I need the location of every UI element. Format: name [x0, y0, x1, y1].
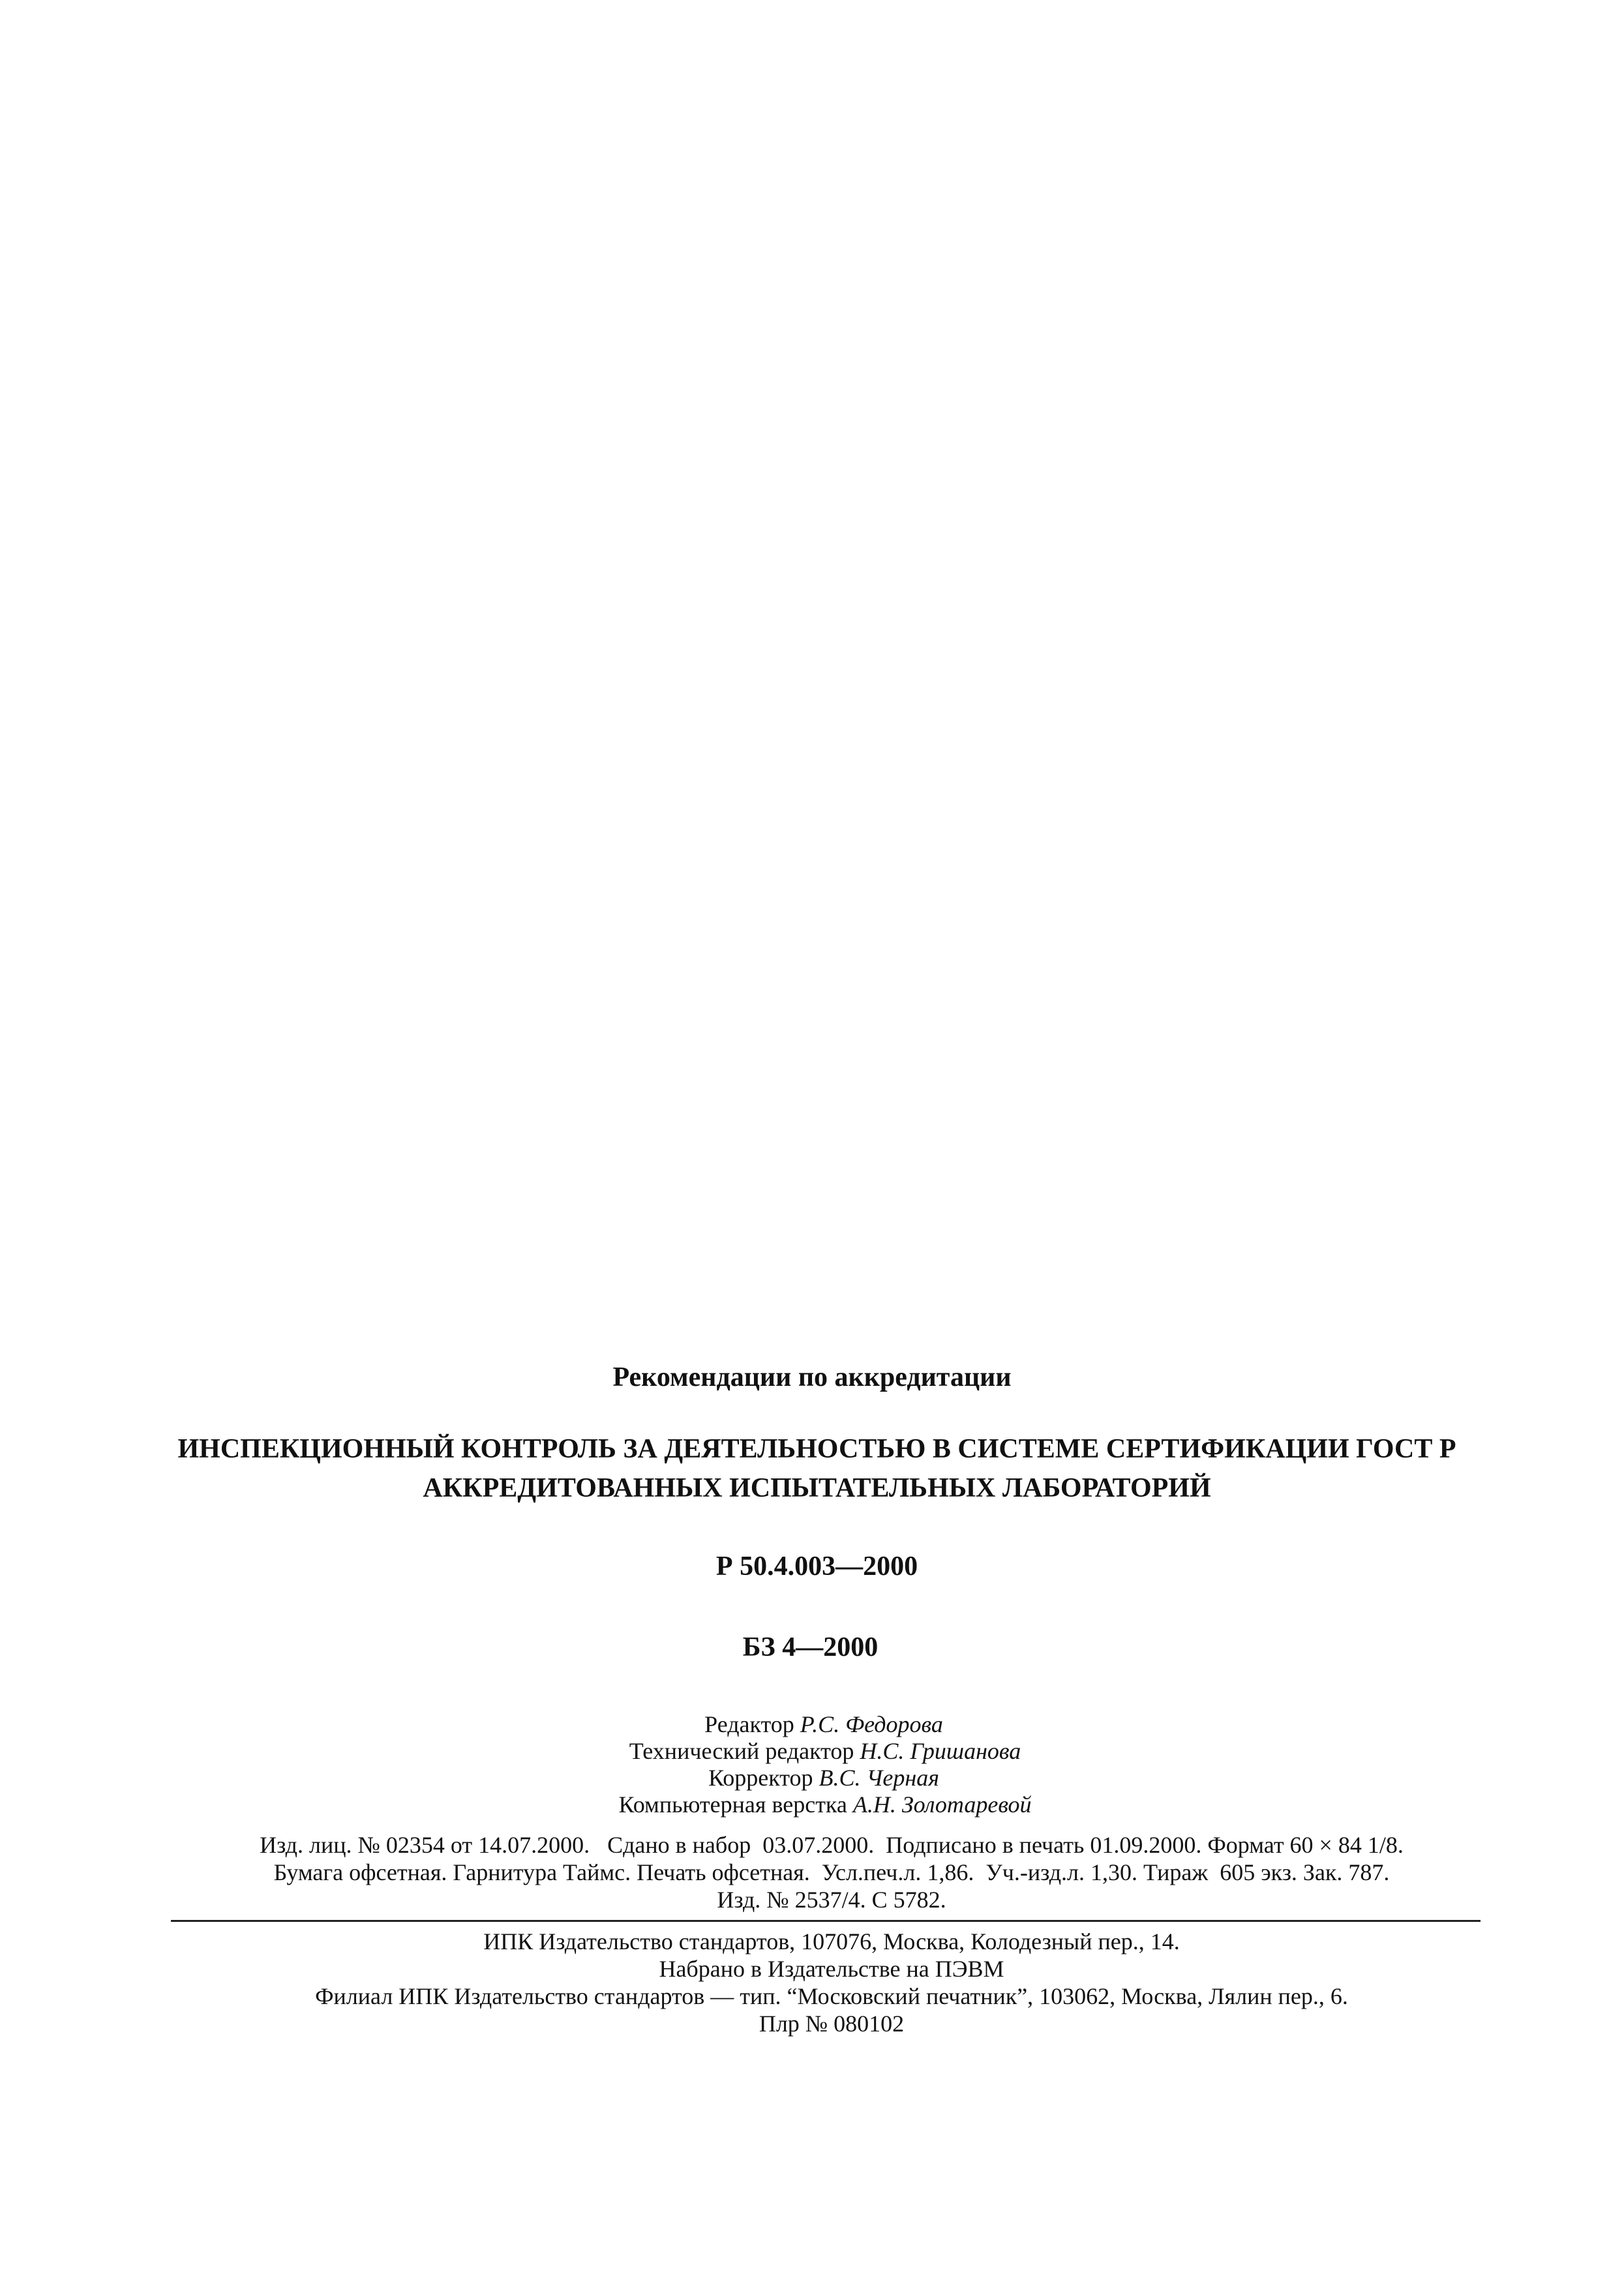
document-title — [130, 1430, 1503, 1508]
credit-person: В.С. Черная — [819, 1765, 939, 1791]
imprint-line: Изд. лиц. № 02354 от 14.07.2000. Сдано в набор 03.07.2000. Подписано в печать 01.09.2000. Формат 60 × 84 1/8. — [260, 1832, 1404, 1858]
credit-proofreader — [0, 1765, 1624, 1791]
bz-number: БЗ 4—2000 — [742, 1632, 879, 1662]
publisher-block — [163, 1928, 1500, 2037]
credit-person: Р.С. Федорова — [800, 1711, 943, 1737]
credit-person: Н.С. Гришанова — [860, 1738, 1021, 1764]
divider-rule — [171, 1920, 1481, 1922]
publisher-line: Филиал ИПК Издательство стандартов — тип. “Московский печатник”, 103062, Москва, Лялин пер., 6. — [315, 1983, 1348, 2009]
publisher-line: Плр № 080102 — [759, 2011, 905, 2037]
credit-role: Корректор — [708, 1765, 813, 1791]
document-designation: Р 50.4.003—2000 — [715, 1551, 918, 1581]
credit-layout — [0, 1791, 1624, 1818]
credits-block — [0, 1711, 1624, 1818]
credit-role: Редактор — [704, 1711, 794, 1737]
imprint-block — [163, 1831, 1500, 1913]
imprint-line: Изд. № 2537/4. С 5782. — [717, 1887, 946, 1913]
credit-role: Технический редактор — [629, 1738, 854, 1764]
credit-role: Компьютерная верстка — [618, 1791, 847, 1818]
publisher-line: Набрано в Издательстве на ПЭВМ — [659, 1956, 1004, 1982]
publisher-line: ИПК Издательство стандартов, 107076, Москва, Колодезный пер., 14. — [483, 1928, 1180, 1954]
credit-person: А.Н. Золотаревой — [852, 1791, 1032, 1818]
document-title-line-1: ИНСПЕКЦИОННЫЙ КОНТРОЛЬ ЗА ДЕЯТЕЛЬНОСТЬЮ В СИСТЕМЕ СЕРТИФИКАЦИИ ГОСТ Р — [177, 1434, 1456, 1464]
credit-editor — [0, 1711, 1624, 1738]
credit-technical-editor — [0, 1738, 1624, 1765]
document-title-line-2: АККРЕДИТОВАННЫХ ИСПЫТАТЕЛЬНЫХ ЛАБОРАТОРИЙ — [423, 1473, 1211, 1503]
imprint-line: Бумага офсетная. Гарнитура Таймс. Печать офсетная. Усл.печ.л. 1,86. Уч.-изд.л. 1,30. Тираж 605 экз. Зак. 787. — [273, 1859, 1390, 1885]
series-heading: Рекомендации по аккредитации — [612, 1362, 1012, 1392]
